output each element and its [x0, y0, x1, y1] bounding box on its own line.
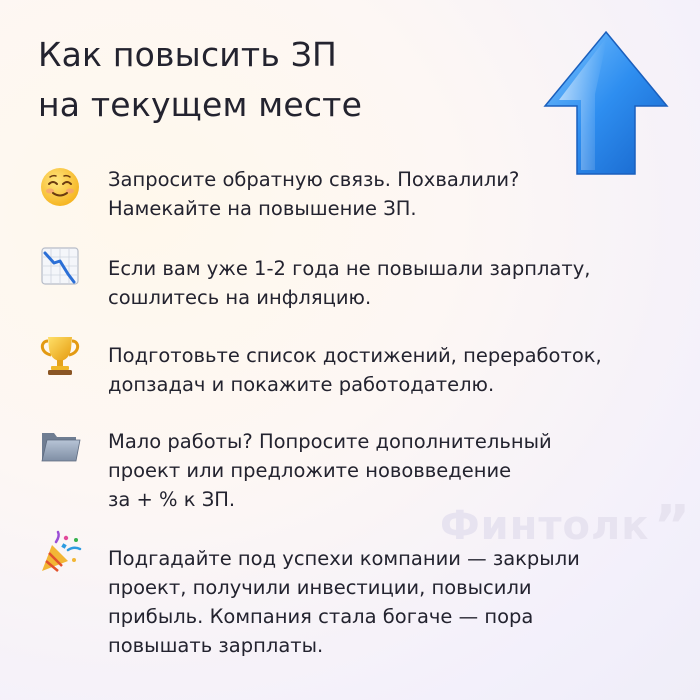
watermark-logo: Финтолк” [440, 494, 692, 559]
page-title [38, 30, 518, 130]
title-line-2: на текущем месте [38, 85, 363, 124]
tip-text: Мало работы? Попросите дополнительный проект или предложите нововведение за + % к ЗП. [108, 430, 552, 511]
smiling-face-icon [38, 165, 82, 209]
tip-text: Запросите обратную связь. Похвалили? Намекайте на повышение ЗП. [108, 168, 520, 220]
trophy-icon [38, 333, 82, 377]
tip-text: Подгадайте под успехи компании — закрыли проект, получили инвестиции, повысили прибыль. Компания стала богаче — пора повышать зарплаты. [108, 547, 580, 657]
tip-text: Подготовьте список достижений, переработок, допзадач и покажите работодателю. [108, 344, 602, 396]
tip-text: Если вам уже 1-2 года не повышали зарплату, сошлитесь на инфляцию. [108, 257, 591, 309]
party-popper-icon [38, 530, 82, 574]
title-line-1: Как повысить ЗП [38, 35, 338, 74]
folder-icon [38, 423, 82, 467]
up-arrow-icon [543, 30, 669, 176]
chart-decreasing-icon [38, 244, 82, 288]
